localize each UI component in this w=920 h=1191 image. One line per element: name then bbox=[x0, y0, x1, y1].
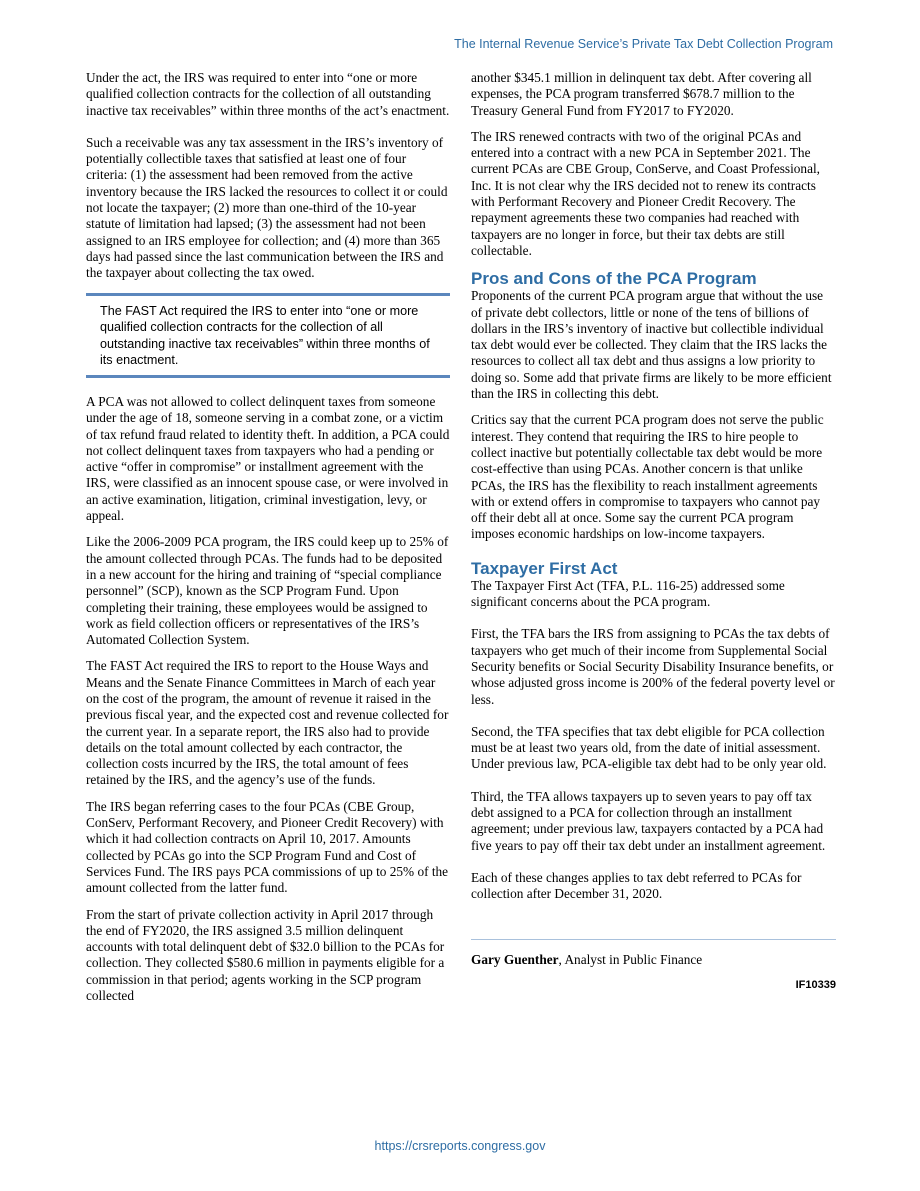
paragraph: Second, the TFA specifies that tax debt eligible for PCA collection must be at least two years old, from the date of initial assessment. Under previous law, PCA-eligible tax debt had to be only year old. bbox=[471, 723, 827, 772]
paragraph: Under the act, the IRS was required to enter into “one or more qualified collection contracts for the collection of all outstanding inactive tax receivables” within three months of the act’s enactment. bbox=[86, 70, 450, 118]
author-name: Gary Guenther bbox=[471, 952, 559, 968]
paragraph: The IRS began referring cases to the four PCAs (CBE Group, ConServ, Performant Recovery, and Pioneer Credit Recovery) with which it had collection contracts on April 10, 2017. Amounts collected by PCAs go into the SCP Program Fund and Cost of Services Fund. The IRS pays PCA commissions of up to 25% of the amount collected from the latter fund. bbox=[86, 798, 449, 896]
pull-quote: The FAST Act required the IRS to enter into “one or more qualified collection contracts for the collection of all outstanding inactive tax receivables” within three months of its enactment. bbox=[86, 293, 450, 378]
paragraph: Such a receivable was any tax assessment in the IRS’s inventory of potentially collectible taxes that satisfied at least one of four criteria: (1) the assessment had been removed from the active inventory because the IRS lacked the resources to collect it or could not locate the taxpayer; (2) more than one-third of the 10-year statute of limitation had lapsed; (3) the assessment had not been assigned to an IRS employee for collection; and (4) more than 365 days had passed since the last communication between the IRS and the taxpayer about collecting the tax owed. bbox=[86, 134, 448, 281]
paragraph: The Taxpayer First Act (TFA, P.L. 116-25) addressed some significant concerns about the PCA program. bbox=[471, 577, 785, 610]
footer-url-link[interactable]: https://crsreports.congress.gov bbox=[374, 1139, 546, 1153]
paragraph: Each of these changes applies to tax debt referred to PCAs for collection after December 31, 2020. bbox=[471, 869, 802, 902]
author-line bbox=[471, 952, 836, 968]
paragraph: Proponents of the current PCA program argue that without the use of private debt collectors, little or none of the tens of billions of dollars in the IRS’s inventory of inactive but collectible individual tax debt would ever be collected. They claim that the IRS lacks the resources to collect all tax debt and thus assigns a low priority to doing so. Some add that private firms are likely to be more efficient than the IRS in collecting this debt. bbox=[471, 288, 832, 402]
paragraph: another $345.1 million in delinquent tax debt. After covering all expenses, the PCA program transferred $678.7 million to the Treasury General Fund from FY2017 to FY2020. bbox=[471, 70, 812, 118]
left-column bbox=[86, 70, 450, 1014]
paragraph: From the start of private collection activity in April 2017 through the end of FY2020, the IRS assigned 3.5 million delinquent accounts with total delinquent debt of $32.0 billion to the PCAs for collection. They collected $580.6 million in payments eligible for a commission in that period; agents working in the SCP program collected bbox=[86, 906, 445, 1004]
paragraph: Third, the TFA allows taxpayers up to seven years to pay off tax debt assigned to a PCA for collection through an installment agreement; under previous law, taxpayers contacted by a PCA had five years to pay off their tax debt under an installment agreement. bbox=[471, 788, 826, 853]
paragraph: A PCA was not allowed to collect delinquent taxes from someone under the age of 18, someone serving in a combat zone, or a victim of tax refund fraud related to identity theft. In addition, a PCA could not collect delinquent taxes from taxpayers who had a pending or active “offer in compromise” or installment agreement with the IRS, were classified as an innocent spouse case, or were involved in an active examination, litigation, criminal investigation, levy, or appeal. bbox=[86, 393, 450, 524]
paragraph: The FAST Act required the IRS to report to the House Ways and Means and the Senate Finance Committees in March of each year on the cost of the program, the amount of revenue it raised in the previous fiscal year, and the expected cost and revenue collected for the current year. In a separate report, the IRS also had to provide details on the total amount collected by each contractor, the collection costs incurred by the IRS, the total amount of fees retained by the IRS, and the agency’s use of the funds. bbox=[86, 658, 449, 788]
right-column bbox=[471, 70, 836, 991]
author-block bbox=[471, 939, 836, 990]
running-header: The Internal Revenue Service’s Private Tax Debt Collection Program bbox=[454, 37, 833, 51]
section-heading: Taxpayer First Act bbox=[471, 558, 618, 578]
paragraph: First, the TFA bars the IRS from assigning to PCAs the tax debts of taxpayers who get much of their income from Supplemental Social Security benefits or Social Security Disability Insurance benefits, or whose adjusted gross income is 200% of the federal poverty level or less. bbox=[471, 626, 835, 707]
paragraph: Critics say that the current PCA program does not serve the public interest. They contend that requiring the IRS to hire people to collect inactive but potentially collectable tax debt would be more cost-effective than using PCAs. Another concern is that unlike PCAs, the IRS has the flexibility to reach installment agreements with or extend offers in compromise to taxpayers who cannot pay off their debt all at once. Some say the current PCA program imposes economic hardships on low-income taxpayers. bbox=[471, 412, 824, 542]
section-heading: Pros and Cons of the PCA Program bbox=[471, 269, 757, 289]
paragraph: Like the 2006-2009 PCA program, the IRS could keep up to 25% of the amount collected through PCAs. The funds had to be deposited in a new account for the hiring and training of “special compliance personnel” (SCP), known as the SCP Program Fund. Upon completing their training, these employees would be assigned to work as field collection officers or representatives of the IRS’s Automated Collection System. bbox=[86, 534, 449, 648]
paragraph: The IRS renewed contracts with two of the original PCAs and entered into a contract with a new PCA in September 2021. The current PCAs are CBE Group, ConServe, and Coast Professional, Inc. It is not clear why the IRS decided not to renew its contracts with Performant Recovery and Pioneer Credit Recovery. The repayment agreements these two companies had reached with taxpayers are no longer in force, but their tax debts are still collectable. bbox=[471, 128, 820, 258]
author-title: , Analyst in Public Finance bbox=[558, 952, 703, 968]
report-id: IF10339 bbox=[795, 978, 836, 991]
